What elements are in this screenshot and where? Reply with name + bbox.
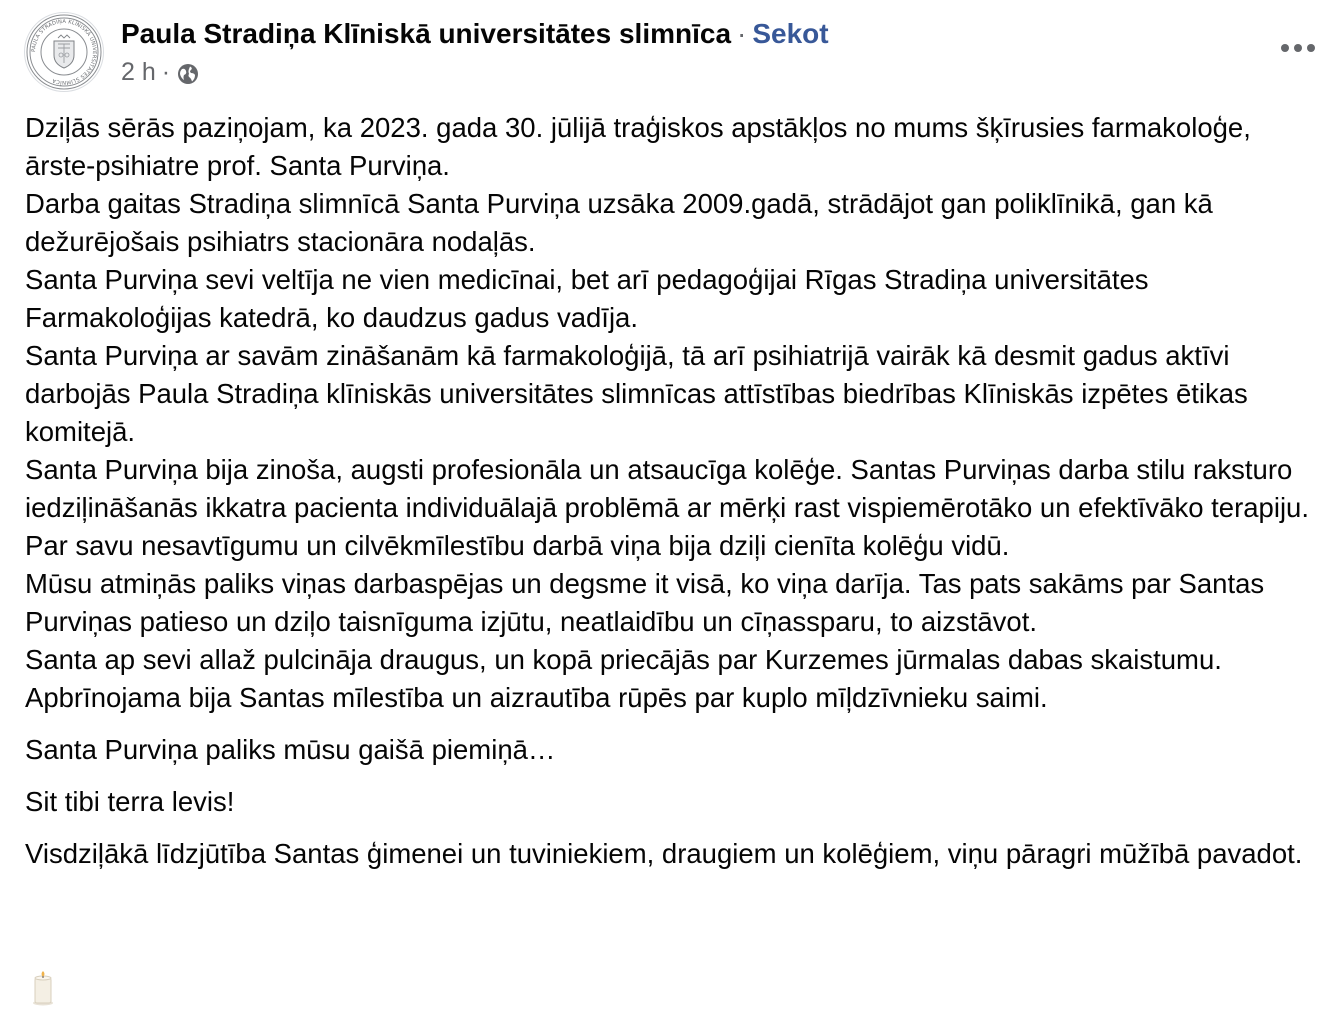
post-paragraph-latin: Sit tibi terra levis! bbox=[25, 786, 235, 817]
post-line: Santa Purviņa ar savām zināšanām kā farmakoloģijā, tā arī psihiatrijā vairāk kā desmit gadus aktīvi darbojās Paula Stradiņa klīniskās universitātes slimnīcas attīstības biedrības Klīniskās izpētes ētikas komitejā. bbox=[25, 340, 1248, 447]
post-paragraph-remembrance: Santa Purviņa paliks mūsu gaišā piemiņā… bbox=[25, 734, 556, 765]
post-header bbox=[24, 12, 1320, 92]
post-line: Mūsu atmiņās paliks viņas darbaspējas un degsme it visā, ko viņa darīja. Tas pats sakāms par Santas Purviņas patieso un dziļo taisnīguma izjūtu, neatlaidību un cīņassparu, to aizstāvot. bbox=[25, 568, 1265, 637]
more-options-icon bbox=[1280, 43, 1316, 53]
post-line: Dziļās sērās paziņojam, ka 2023. gada 30. jūlijā traģiskos apstākļos no mums šķīrusies farmakoloģe, ārste-psihiatre prof. Santa Purviņa. bbox=[25, 112, 1251, 181]
page-avatar[interactable] bbox=[24, 12, 104, 92]
globe-icon bbox=[176, 60, 200, 84]
post-line: Santa Purviņa bija zinoša, augsti profesionāla un atsaucīga kolēģe. Santas Purviņas darba stilu raksturo iedziļināšanās ikkatra pacienta individuālajā problēmā ar mērķi rast vispiemērotāko un efektīvāko terapiju. Par savu nesavtīgumu un cilvēkmīlestību darbā viņa bija dziļi cienīta kolēģu vidū. bbox=[25, 454, 1309, 561]
post-line: Santa ap sevi allaž pulcināja draugus, un kopā priecājās par Kurzemes jūrmalas dabas skaistumu. Apbrīnojama bija Santas mīlestība un aizrautība rūpēs par kuplo mīļdzīvnieku saimi. bbox=[25, 644, 1222, 713]
post-paragraph-main bbox=[25, 109, 1325, 717]
seal-ring-text: PAULA STRADIŅA KLĪNISKĀ UNIVERSITĀTES SLIMNĪCA bbox=[30, 18, 98, 86]
post-body bbox=[25, 109, 1325, 873]
author-line bbox=[121, 14, 829, 54]
post-line: Darba gaitas Stradiņa slimnīcā Santa Purviņa uzsāka 2009.gadā, strādājot gan poliklīnikā, gan kā dežurējošais psihiatrs stacionāra nodaļās. bbox=[25, 188, 1213, 257]
post-timestamp[interactable]: 2 h bbox=[121, 58, 156, 86]
candle-icon bbox=[30, 970, 56, 1006]
hospital-seal-logo bbox=[25, 13, 103, 91]
post-line: Santa Purviņa sevi veltīja ne vien medicīnai, bet arī pedagoģijai Rīgas Stradiņa universitātes Farmakoloģijas katedrā, ko daudzus gadus vadīja. bbox=[25, 264, 1149, 333]
follow-button[interactable]: Sekot bbox=[752, 18, 829, 49]
post-meta bbox=[121, 54, 200, 90]
separator: · bbox=[737, 18, 747, 49]
more-options-button[interactable] bbox=[1276, 26, 1320, 70]
meta-separator: · bbox=[161, 58, 171, 86]
author-name[interactable]: Paula Stradiņa Klīniskā universitātes slimnīca bbox=[121, 18, 732, 49]
post-paragraph-condolences: Visdziļākā līdzjūtība Santas ģimenei un tuviniekiem, draugiem un kolēģiem, viņu pāragri mūžībā pavadot. bbox=[25, 838, 1303, 869]
